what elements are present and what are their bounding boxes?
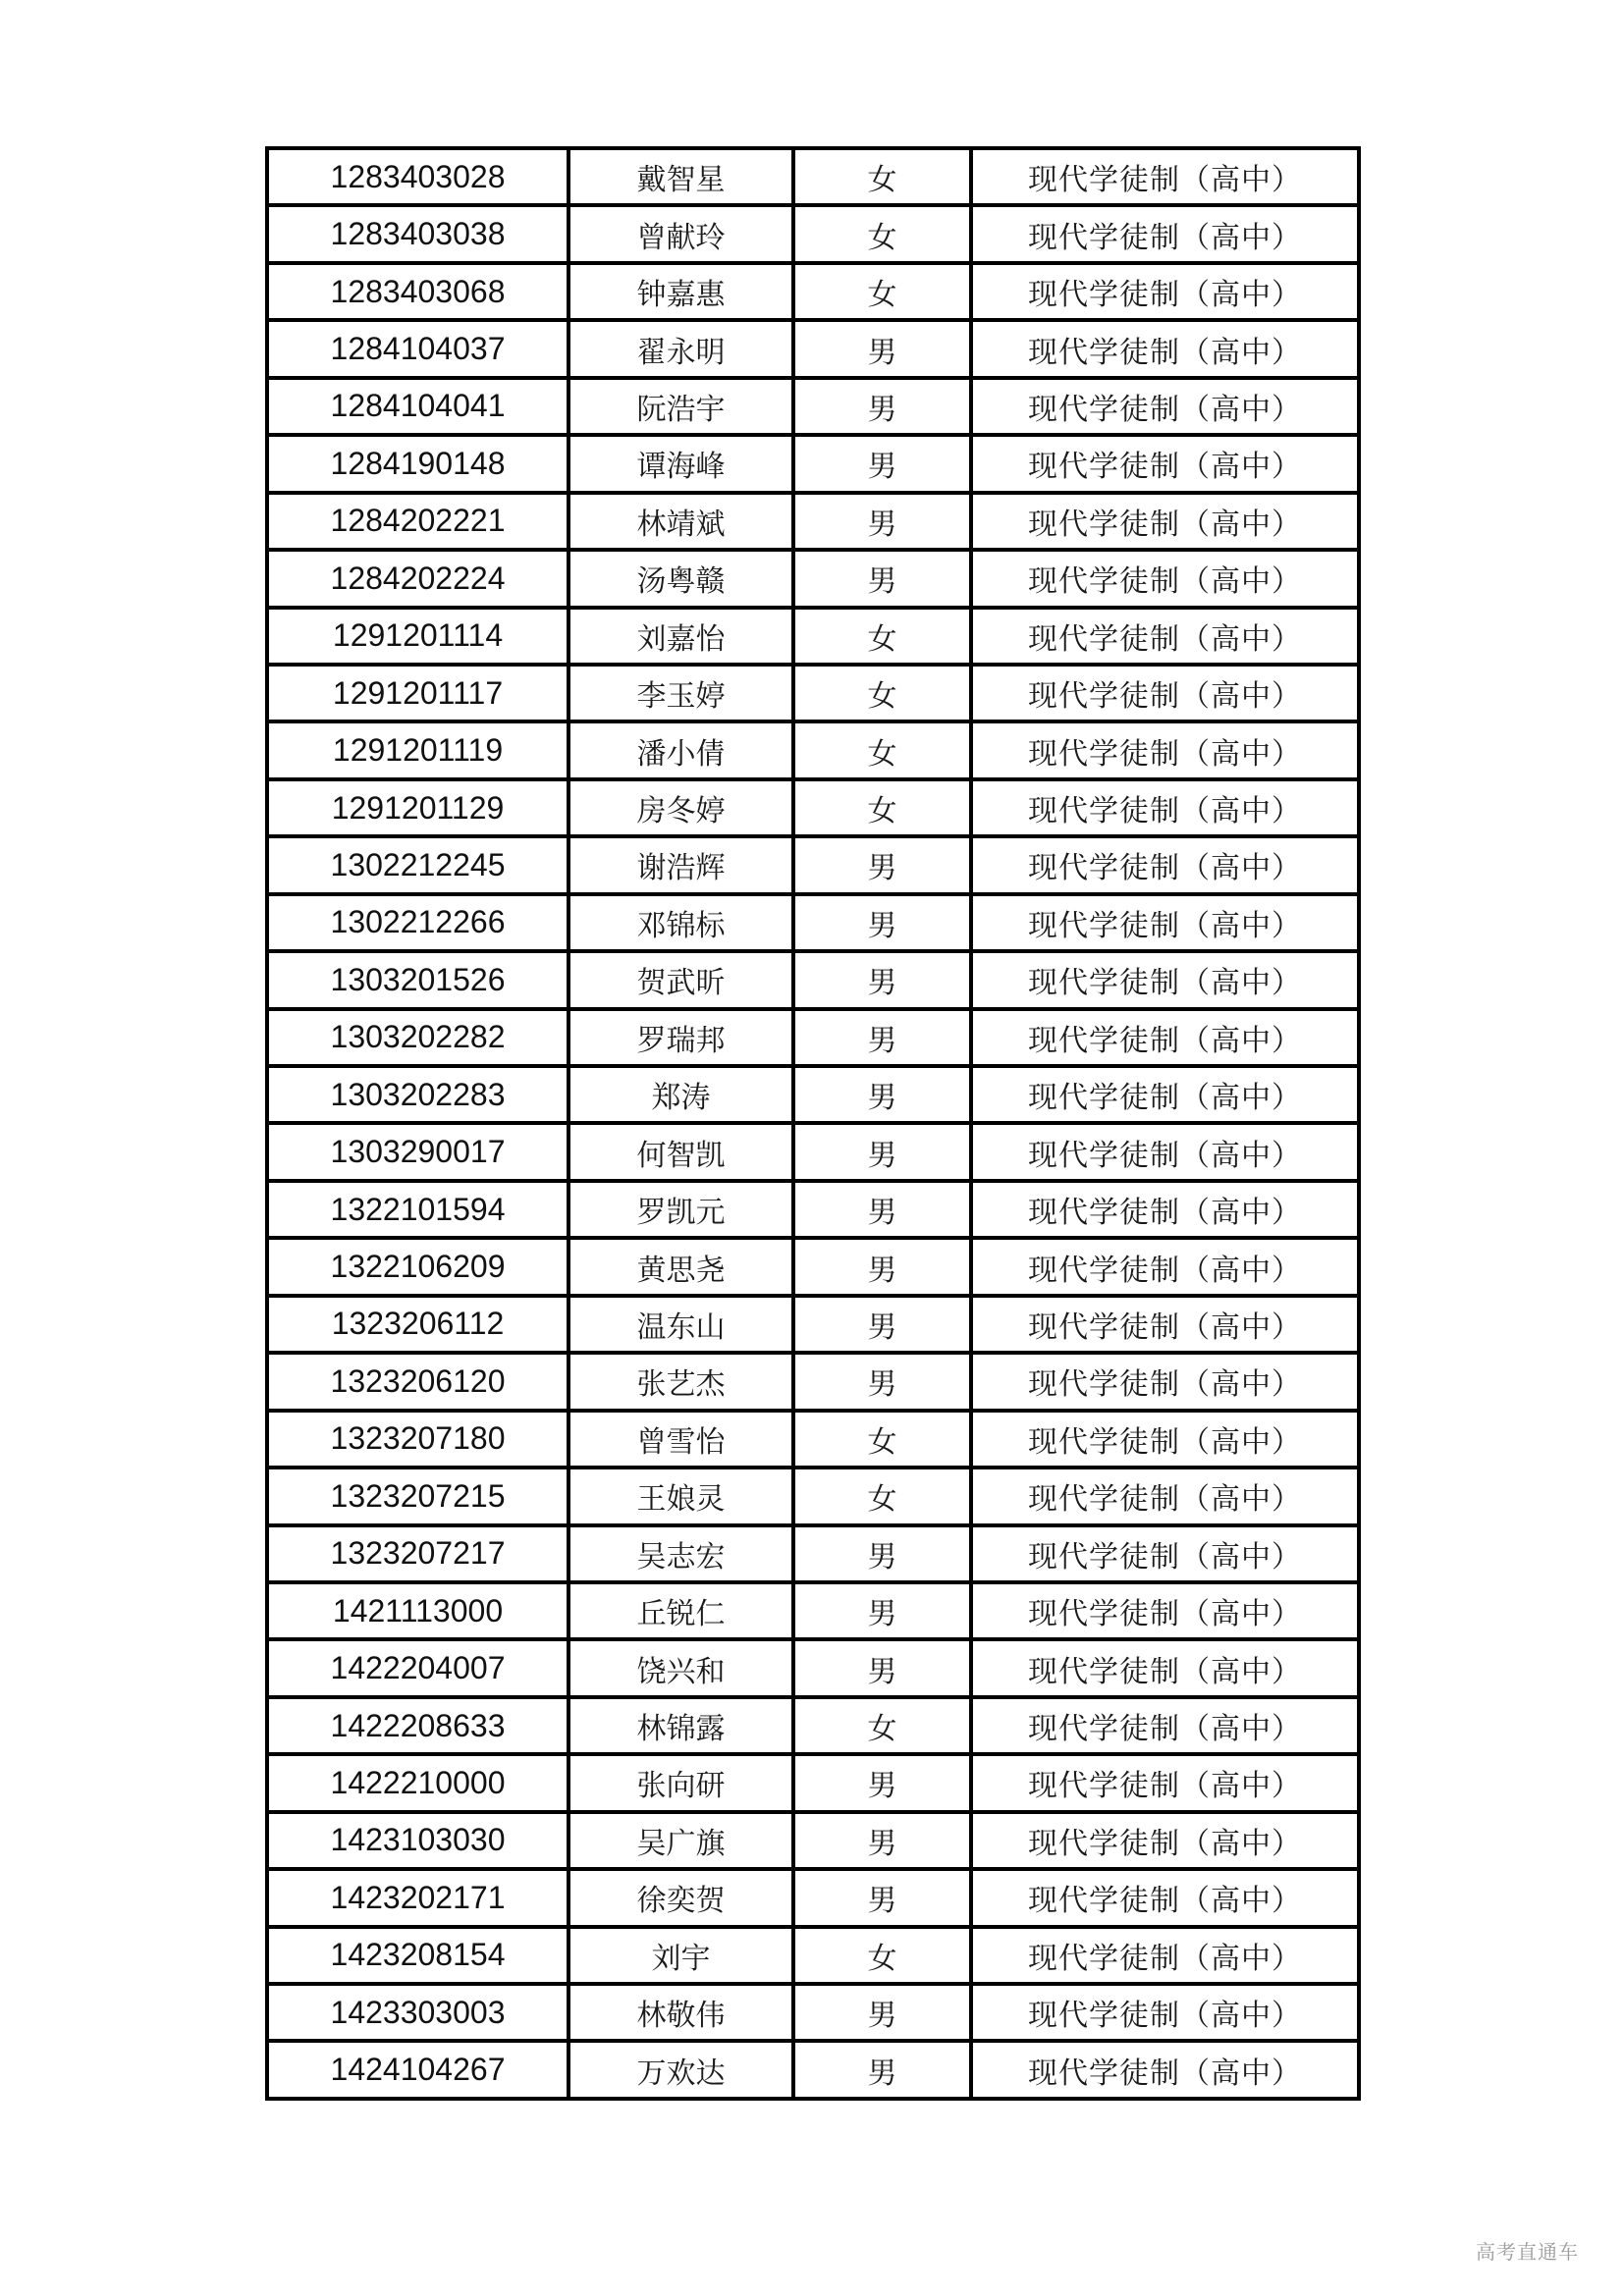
table-row <box>267 435 1359 492</box>
student-id-cell: 1303202283 <box>267 1066 568 1123</box>
gender-cell: 男 <box>793 1123 971 1180</box>
program-cell: 现代学徒制（高中） <box>971 1411 1359 1468</box>
gender-cell: 男 <box>793 320 971 377</box>
student-id-cell: 1291201114 <box>267 608 568 665</box>
gender-cell: 男 <box>793 550 971 607</box>
program-cell: 现代学徒制（高中） <box>971 894 1359 951</box>
gender-cell: 男 <box>793 1525 971 1582</box>
student-id-cell: 1284190148 <box>267 435 568 492</box>
student-name-cell: 戴智星 <box>568 148 793 205</box>
student-name-cell: 刘宇 <box>568 1927 793 1984</box>
table-row <box>267 493 1359 550</box>
gender-cell: 男 <box>793 1984 971 2041</box>
table-row <box>267 378 1359 435</box>
gender-cell: 女 <box>793 263 971 320</box>
gender-cell: 男 <box>793 1066 971 1123</box>
table-row <box>267 1754 1359 1811</box>
program-cell: 现代学徒制（高中） <box>971 608 1359 665</box>
program-cell: 现代学徒制（高中） <box>971 1066 1359 1123</box>
student-name-cell: 徐奕贺 <box>568 1869 793 1926</box>
student-name-cell: 张向研 <box>568 1754 793 1811</box>
program-cell: 现代学徒制（高中） <box>971 205 1359 262</box>
student-id-cell: 1291201117 <box>267 665 568 721</box>
student-id-cell: 1423103030 <box>267 1812 568 1869</box>
student-name-cell: 曾雪怡 <box>568 1411 793 1468</box>
gender-cell: 女 <box>793 1468 971 1524</box>
gender-cell: 男 <box>793 2041 971 2098</box>
gender-cell: 女 <box>793 779 971 836</box>
student-name-cell: 贺武昕 <box>568 951 793 1008</box>
student-name-cell: 温东山 <box>568 1296 793 1353</box>
gender-cell: 男 <box>793 1639 971 1696</box>
table-row <box>267 1812 1359 1869</box>
table-row <box>267 665 1359 721</box>
table-row <box>267 894 1359 951</box>
gender-cell: 男 <box>793 836 971 893</box>
table-row <box>267 1123 1359 1180</box>
gender-cell: 男 <box>793 1582 971 1639</box>
program-cell: 现代学徒制（高中） <box>971 1697 1359 1754</box>
student-name-cell: 张艺杰 <box>568 1353 793 1410</box>
gender-cell: 男 <box>793 1812 971 1869</box>
program-cell: 现代学徒制（高中） <box>971 1181 1359 1238</box>
gender-cell: 男 <box>793 1754 971 1811</box>
student-name-cell: 林敬伟 <box>568 1984 793 2041</box>
program-cell: 现代学徒制（高中） <box>971 721 1359 778</box>
student-name-cell: 何智凯 <box>568 1123 793 1180</box>
program-cell: 现代学徒制（高中） <box>971 665 1359 721</box>
program-cell: 现代学徒制（高中） <box>971 550 1359 607</box>
table-row <box>267 951 1359 1008</box>
program-cell: 现代学徒制（高中） <box>971 378 1359 435</box>
program-cell: 现代学徒制（高中） <box>971 320 1359 377</box>
table-row <box>267 1181 1359 1238</box>
gender-cell: 女 <box>793 721 971 778</box>
student-name-cell: 郑涛 <box>568 1066 793 1123</box>
table-row <box>267 1525 1359 1582</box>
table-row <box>267 1582 1359 1639</box>
program-cell: 现代学徒制（高中） <box>971 1754 1359 1811</box>
gender-cell: 男 <box>793 951 971 1008</box>
program-cell: 现代学徒制（高中） <box>971 1639 1359 1696</box>
watermark-text: 高考直通车 <box>1476 2240 1579 2264</box>
student-name-cell: 曾献玲 <box>568 205 793 262</box>
gender-cell: 女 <box>793 665 971 721</box>
student-name-cell: 饶兴和 <box>568 1639 793 1696</box>
table-row <box>267 550 1359 607</box>
student-name-cell: 林靖斌 <box>568 493 793 550</box>
program-cell: 现代学徒制（高中） <box>971 1525 1359 1582</box>
table-row <box>267 1984 1359 2041</box>
student-id-cell: 1284104037 <box>267 320 568 377</box>
table-row <box>267 779 1359 836</box>
gender-cell: 男 <box>793 894 971 951</box>
student-name-cell: 翟永明 <box>568 320 793 377</box>
program-cell: 现代学徒制（高中） <box>971 779 1359 836</box>
table-row <box>267 721 1359 778</box>
program-cell: 现代学徒制（高中） <box>971 263 1359 320</box>
student-id-cell: 1291201119 <box>267 721 568 778</box>
student-id-cell: 1421113000 <box>267 1582 568 1639</box>
table-row <box>267 320 1359 377</box>
student-name-cell: 万欢达 <box>568 2041 793 2098</box>
program-cell: 现代学徒制（高中） <box>971 493 1359 550</box>
student-name-cell: 吴广旗 <box>568 1812 793 1869</box>
program-cell: 现代学徒制（高中） <box>971 1927 1359 1984</box>
program-cell: 现代学徒制（高中） <box>971 148 1359 205</box>
student-id-cell: 1303201526 <box>267 951 568 1008</box>
student-id-cell: 1323207217 <box>267 1525 568 1582</box>
student-name-cell: 邓锦标 <box>568 894 793 951</box>
table-row <box>267 1468 1359 1524</box>
program-cell: 现代学徒制（高中） <box>971 1468 1359 1524</box>
roster-table-body <box>267 148 1359 2099</box>
gender-cell: 男 <box>793 1181 971 1238</box>
gender-cell: 男 <box>793 1009 971 1066</box>
student-name-cell: 林锦露 <box>568 1697 793 1754</box>
gender-cell: 女 <box>793 148 971 205</box>
student-id-cell: 1422210000 <box>267 1754 568 1811</box>
gender-cell: 女 <box>793 205 971 262</box>
student-name-cell: 谭海峰 <box>568 435 793 492</box>
student-name-cell: 房冬婷 <box>568 779 793 836</box>
program-cell: 现代学徒制（高中） <box>971 435 1359 492</box>
student-id-cell: 1423303003 <box>267 1984 568 2041</box>
student-name-cell: 丘锐仁 <box>568 1582 793 1639</box>
student-id-cell: 1423202171 <box>267 1869 568 1926</box>
program-cell: 现代学徒制（高中） <box>971 1984 1359 2041</box>
student-name-cell: 李玉婷 <box>568 665 793 721</box>
table-row <box>267 1238 1359 1295</box>
table-row <box>267 2041 1359 2098</box>
program-cell: 现代学徒制（高中） <box>971 836 1359 893</box>
student-id-cell: 1423208154 <box>267 1927 568 1984</box>
table-row <box>267 205 1359 262</box>
program-cell: 现代学徒制（高中） <box>971 1869 1359 1926</box>
program-cell: 现代学徒制（高中） <box>971 1812 1359 1869</box>
program-cell: 现代学徒制（高中） <box>971 1009 1359 1066</box>
student-id-cell: 1302212266 <box>267 894 568 951</box>
table-row <box>267 1009 1359 1066</box>
table-row <box>267 1697 1359 1754</box>
student-id-cell: 1323207180 <box>267 1411 568 1468</box>
student-id-cell: 1322106209 <box>267 1238 568 1295</box>
program-cell: 现代学徒制（高中） <box>971 1123 1359 1180</box>
student-id-cell: 1283403028 <box>267 148 568 205</box>
student-roster-table <box>265 146 1361 2101</box>
student-id-cell: 1284202221 <box>267 493 568 550</box>
table-row <box>267 1927 1359 1984</box>
program-cell: 现代学徒制（高中） <box>971 1296 1359 1353</box>
student-name-cell: 潘小倩 <box>568 721 793 778</box>
student-id-cell: 1303202282 <box>267 1009 568 1066</box>
table-row <box>267 1296 1359 1353</box>
student-name-cell: 谢浩辉 <box>568 836 793 893</box>
table-row <box>267 836 1359 893</box>
table-row <box>267 148 1359 205</box>
student-name-cell: 钟嘉惠 <box>568 263 793 320</box>
student-id-cell: 1284202224 <box>267 550 568 607</box>
gender-cell: 男 <box>793 1353 971 1410</box>
table-row <box>267 1869 1359 1926</box>
gender-cell: 男 <box>793 435 971 492</box>
table-row <box>267 1353 1359 1410</box>
student-name-cell: 黄思尧 <box>568 1238 793 1295</box>
student-id-cell: 1283403068 <box>267 263 568 320</box>
student-name-cell: 罗瑞邦 <box>568 1009 793 1066</box>
table-row <box>267 1411 1359 1468</box>
gender-cell: 男 <box>793 493 971 550</box>
student-name-cell: 汤粤赣 <box>568 550 793 607</box>
gender-cell: 女 <box>793 1411 971 1468</box>
program-cell: 现代学徒制（高中） <box>971 1582 1359 1639</box>
student-name-cell: 刘嘉怡 <box>568 608 793 665</box>
gender-cell: 男 <box>793 1296 971 1353</box>
gender-cell: 女 <box>793 608 971 665</box>
gender-cell: 男 <box>793 378 971 435</box>
table-row <box>267 1639 1359 1696</box>
program-cell: 现代学徒制（高中） <box>971 951 1359 1008</box>
program-cell: 现代学徒制（高中） <box>971 1353 1359 1410</box>
student-name-cell: 吴志宏 <box>568 1525 793 1582</box>
student-name-cell: 罗凯元 <box>568 1181 793 1238</box>
student-id-cell: 1422204007 <box>267 1639 568 1696</box>
table-row <box>267 1066 1359 1123</box>
gender-cell: 男 <box>793 1869 971 1926</box>
gender-cell: 女 <box>793 1697 971 1754</box>
student-id-cell: 1422208633 <box>267 1697 568 1754</box>
student-id-cell: 1323207215 <box>267 1468 568 1524</box>
table-row <box>267 608 1359 665</box>
student-id-cell: 1424104267 <box>267 2041 568 2098</box>
student-name-cell: 王娘灵 <box>568 1468 793 1524</box>
student-id-cell: 1283403038 <box>267 205 568 262</box>
student-id-cell: 1302212245 <box>267 836 568 893</box>
student-name-cell: 阮浩宇 <box>568 378 793 435</box>
student-id-cell: 1323206112 <box>267 1296 568 1353</box>
table-row <box>267 263 1359 320</box>
student-id-cell: 1322101594 <box>267 1181 568 1238</box>
student-id-cell: 1291201129 <box>267 779 568 836</box>
gender-cell: 女 <box>793 1927 971 1984</box>
student-id-cell: 1284104041 <box>267 378 568 435</box>
student-id-cell: 1303290017 <box>267 1123 568 1180</box>
gender-cell: 男 <box>793 1238 971 1295</box>
program-cell: 现代学徒制（高中） <box>971 2041 1359 2098</box>
program-cell: 现代学徒制（高中） <box>971 1238 1359 1295</box>
student-id-cell: 1323206120 <box>267 1353 568 1410</box>
